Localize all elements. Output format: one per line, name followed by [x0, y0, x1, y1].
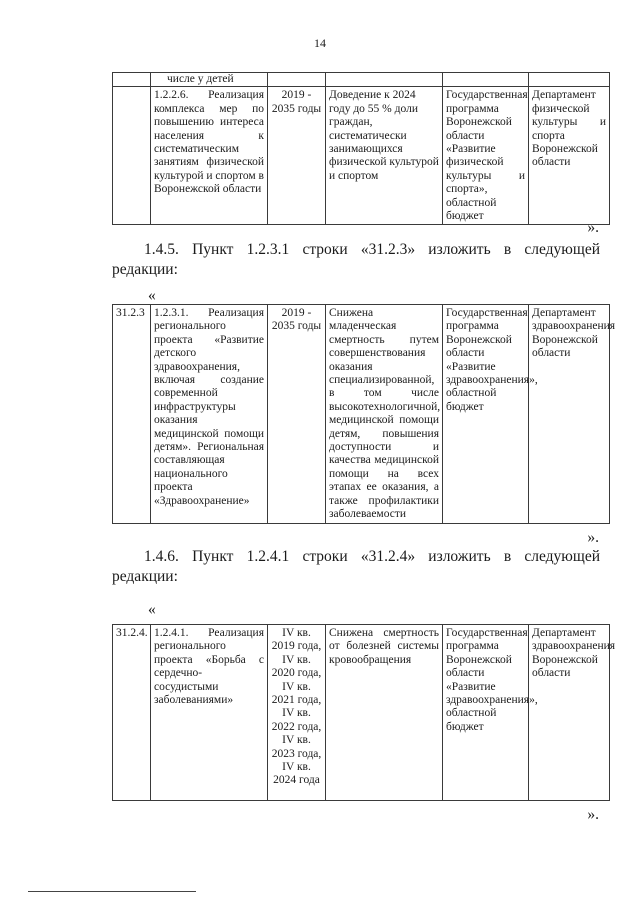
table-1 [112, 72, 610, 225]
closing-quote: ». [587, 529, 599, 546]
table-2 [112, 304, 616, 524]
table-cell: Государственная программа Воронежской области «Развитие здравоохранения», областной бюджет [443, 625, 529, 801]
table-cell: Доведение к 2024 году до 55 % доли граждан, систематически занимающихся физической культурой и спортом [326, 87, 443, 225]
table-cell [529, 73, 610, 87]
table-cell: 1.2.4.1. Реализация регионального проекта «Борьба с сердечно-сосудистыми заболеваниями» [151, 625, 268, 801]
table-cell: 31.2.4. [113, 625, 151, 801]
table-cell: 2019 - 2035 годы [268, 305, 326, 524]
paragraph-1-4-6: 1.4.6. Пункт 1.2.4.1 строки «31.2.4» изложить в следующей редакции: [112, 548, 600, 585]
paragraph-1-4-5: 1.4.5. Пункт 1.2.3.1 строки «31.2.3» изложить в следующей редакции: [112, 241, 600, 278]
footer-rule [28, 891, 196, 892]
table-cell: числе у детей [151, 73, 268, 87]
table-cell: 31.2.3 [113, 305, 151, 524]
table-cell: Департамент физической культуры и спорта Воронежской области [529, 87, 610, 225]
closing-quote: ». [587, 806, 599, 823]
closing-quote: ». [587, 219, 599, 236]
table-cell: IV кв. 2019 года, IV кв. 2020 года, IV кв. 2021 года, IV кв. 2022 года, IV кв. 2023 года, IV кв. 2024 года [268, 625, 326, 801]
table-cell: Государственная программа Воронежской области «Развитие здравоохранения», областной бюджет [443, 305, 529, 524]
table-cell: Департамент здравоохранения Воронежской области [529, 625, 610, 801]
table-cell: 2019 - 2035 годы [268, 87, 326, 225]
table-row [113, 305, 610, 524]
opening-quote: « [148, 601, 156, 618]
table-cell: 1.2.2.6. Реализация комплекса мер по повышению интереса населения к систематическим занятиям физической культурой и спортом в Воронежской области [151, 87, 268, 225]
table-cell [113, 73, 151, 87]
table-row [113, 73, 610, 87]
table-cell: Снижена младенческая смертность путем совершенствования оказания специализированной, в том числе высокотехнологичной, медицинской помощи детям, повышения доступности и качества медицинской помощи на всех этапах ее оказания, а также профилактики заболеваемости [326, 305, 443, 524]
opening-quote: « [148, 287, 156, 304]
table-cell [326, 73, 443, 87]
table-cell: Департамент здравоохранения Воронежской области [529, 305, 610, 524]
table-cell: Снижена смертность от болезней системы кровообращения [326, 625, 443, 801]
table-cell [113, 87, 151, 225]
page-number: 14 [314, 36, 326, 50]
table-cell: 1.2.3.1. Реализация регионального проекта «Развитие детского здравоохранения, включая создание современной инфраструктуры оказания медицинской помощи детям». Региональная составляющая национального проекта «Здравоохранение» [151, 305, 268, 524]
table-row [113, 87, 610, 225]
table-cell: Государственная программа Воронежской области «Развитие физической культуры и спорта», областной бюджет [443, 87, 529, 225]
table-cell [268, 73, 326, 87]
table-cell [443, 73, 529, 87]
table-3 [112, 624, 616, 801]
table-row [113, 625, 610, 801]
